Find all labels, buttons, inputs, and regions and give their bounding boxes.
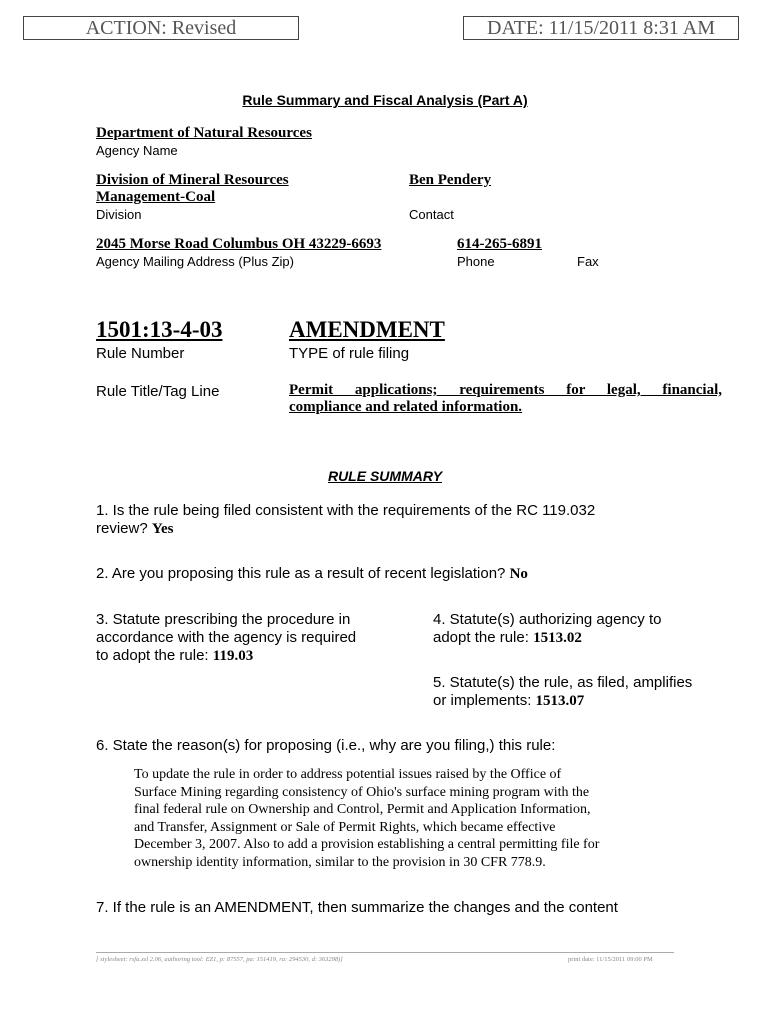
division-label: Division (96, 207, 142, 222)
page-title: Rule Summary and Fiscal Analysis (Part A) (242, 92, 528, 108)
fax-label: Fax (577, 254, 599, 269)
agency-name-label: Agency Name (96, 143, 178, 158)
question-4 (433, 611, 733, 647)
question-1 (96, 502, 716, 538)
answer-line: and Transfer, Assignment or Sale of Permit Rights, which became effective (134, 819, 556, 835)
footer-right: print date: 11/15/2011 09:00 PM (568, 956, 653, 963)
question-5 (433, 674, 733, 710)
division-value-line1: Division of Mineral Resources (96, 172, 289, 188)
question-3 (96, 611, 396, 665)
rule-summary-heading: RULE SUMMARY (327, 468, 443, 484)
address-label: Agency Mailing Address (Plus Zip) (96, 254, 294, 269)
phone-value: 614-265-6891 (457, 236, 542, 252)
answer-line: To update the rule in order to address potential issues raised by the Office of (134, 767, 562, 782)
action-box (23, 16, 299, 40)
question-3-answer: 119.03 (212, 648, 254, 664)
rule-title-line2: compliance and related information. (289, 399, 523, 415)
division-value-line2: Management-Coal (96, 189, 216, 205)
contact-label: Contact (409, 207, 454, 222)
date-box (463, 16, 739, 40)
filing-type-value: AMENDMENT (289, 317, 445, 342)
question-2-answer: No (509, 566, 528, 582)
rule-title-label: Rule Title/Tag Line (96, 383, 220, 400)
action-text: ACTION: Revised (85, 17, 237, 39)
answer-line: final federal rule on Ownership and Control, Permit and Application Information, (134, 802, 591, 818)
question-5-line1: 5. Statute(s) the rule, as filed, amplifies (433, 674, 693, 691)
rule-number-label: Rule Number (96, 345, 185, 362)
question-5-line2: or implements: 1513.07 (433, 692, 585, 709)
footer-left: [ stylesheet: rsfa.xsl 2.06, authoring tool: EZ1, p: 87557, pa: 151419, ra: 294530, d: 363298)] (96, 956, 343, 963)
question-5-answer: 1513.07 (535, 693, 585, 709)
answer-line: December 3, 2007. Also to add a provision establishing a central permitting file for (134, 837, 600, 853)
question-1-line1: 1. Is the rule being filed consistent with the requirements of the RC 119.032 (96, 502, 596, 519)
question-4-line1: 4. Statute(s) authorizing agency to (433, 611, 662, 628)
question-1-answer: Yes (151, 521, 174, 537)
question-1-line2: review? Yes (96, 520, 174, 537)
filing-type-label: TYPE of rule filing (289, 345, 410, 362)
address-value: 2045 Morse Road Columbus OH 43229-6693 (96, 236, 382, 252)
question-3-line1: 3. Statute prescribing the procedure in (96, 611, 351, 628)
rule-title-line1: Permit applications; requirements for legal, financial, (289, 382, 722, 398)
question-3-line2: accordance with the agency is required (96, 629, 357, 646)
phone-label: Phone (457, 254, 495, 269)
question-2 (96, 565, 528, 583)
question-4-line2: adopt the rule: 1513.02 (433, 629, 582, 646)
answer-line: Surface Mining regarding consistency of Ohio's surface mining program with the (134, 784, 590, 800)
question-3-line3: to adopt the rule: 119.03 (96, 647, 254, 664)
rule-number-value: 1501:13-4-03 (96, 317, 223, 342)
question-6-answer (134, 766, 599, 872)
agency-name-value: Department of Natural Resources (96, 125, 312, 141)
contact-value: Ben Pendery (409, 172, 492, 188)
footer-rule (96, 952, 674, 953)
answer-line: ownership identity information, similar to the provision in 30 CFR 778.9. (134, 854, 546, 870)
question-2-text: 2. Are you proposing this rule as a result of recent legislation? (96, 565, 506, 582)
question-6-text: 6. State the reason(s) for proposing (i.e., why are you filing,) this rule: (96, 737, 556, 754)
question-7-text: 7. If the rule is an AMENDMENT, then summarize the changes and the content (96, 899, 618, 916)
question-4-answer: 1513.02 (533, 630, 582, 646)
date-text: DATE: 11/15/2011 8:31 AM (487, 17, 715, 39)
